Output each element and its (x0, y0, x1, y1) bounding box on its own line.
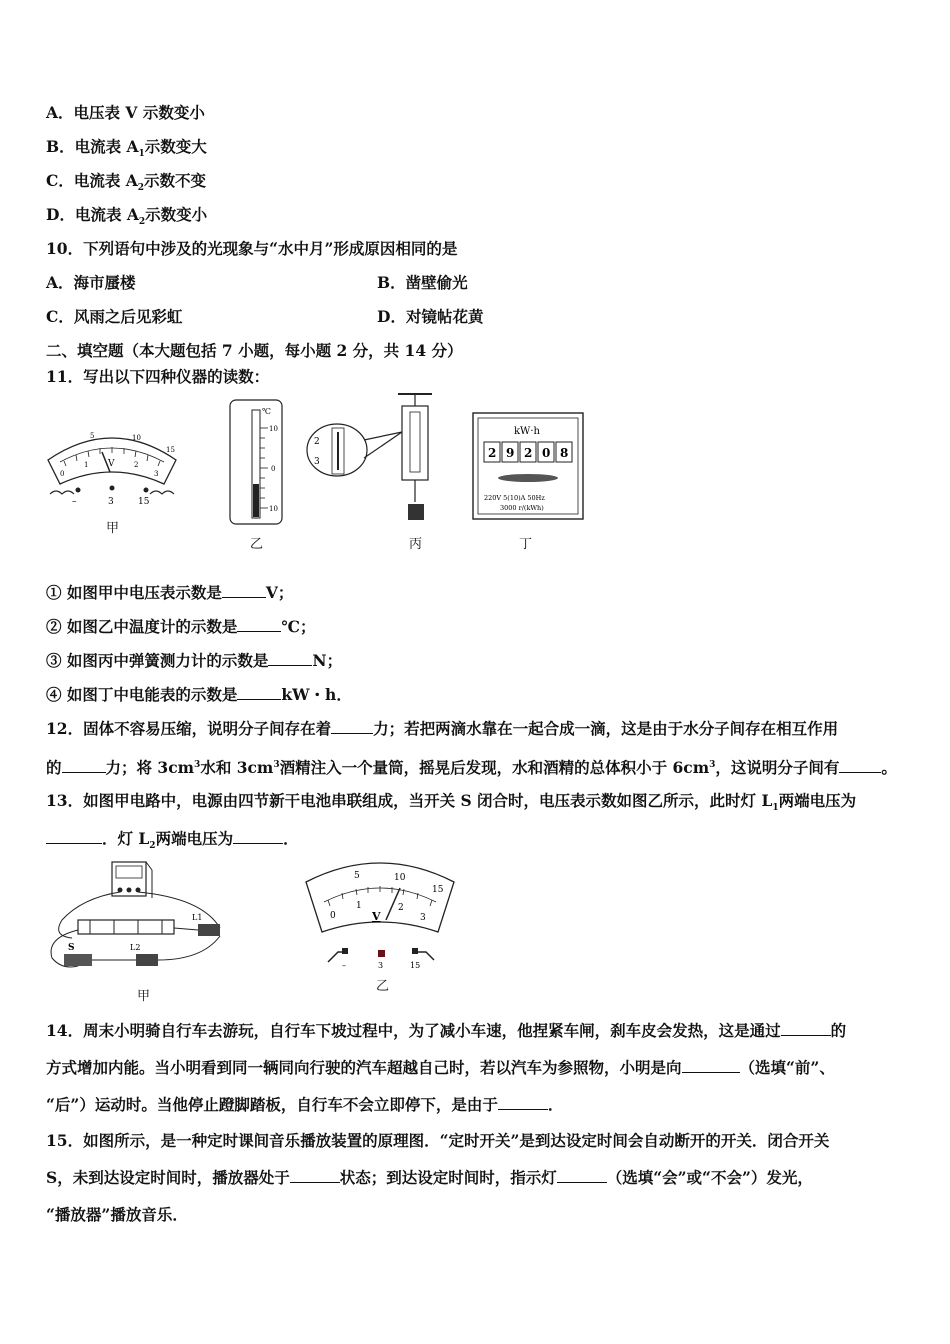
scale2-bottom-1: 1 (356, 901, 362, 911)
q11-item-3: ③ 如图丙中弹簧测力计的示数是 N； (46, 651, 343, 670)
scale-top-5: 5 (90, 432, 95, 440)
q14-line-1: 14．周末小明骑自行车去游玩，自行车下坡过程中，为了减小车速，他捏紧车闸，刹车皮会发热，这是通过 的 (46, 1021, 847, 1040)
terminal-15: 15 (138, 497, 150, 507)
caption-d: 丁 (519, 537, 533, 552)
voltmeter-figure-b (302, 858, 458, 974)
scale2-top-15: 15 (432, 885, 444, 895)
scale2-top-10: 10 (394, 873, 406, 883)
q13-line-2: ．灯 $L_2$两端电压为 ． (46, 829, 299, 856)
caption-13-a: 甲 (137, 989, 151, 1004)
meter-digit-5: 8 (560, 446, 569, 460)
label-L2: L2 (130, 943, 141, 952)
voltmeter-unit: V (108, 459, 115, 469)
voltmeter2-unit: V (372, 910, 381, 923)
scale2-bottom-0: 0 (330, 911, 336, 921)
thermometer-unit: ℃ (262, 407, 271, 416)
thermometer-mark-10-bottom: 10 (269, 505, 278, 513)
q11-item-1: ① 如图甲中电压表示数是 V； (46, 583, 294, 602)
q13-line-1: 13．如图甲电路中，电源由四节新干电池串联组成，当开关 S 闭合时，电压表示数如图乙所示，此时灯 $L_1$两端电压为 (46, 791, 857, 814)
terminal2-neg: – (342, 961, 346, 970)
spring-scale-figure (302, 392, 444, 530)
thermometer-figure (228, 398, 284, 526)
q14-line-3: “后”）运动时。当他停止蹬脚踏板，自行车不会立即停下，是由于 ． (46, 1095, 564, 1114)
q10-option-a: A．海市蜃楼 (46, 273, 136, 292)
voltmeter-figure-a (42, 420, 182, 512)
label-S: S (68, 943, 75, 953)
section-heading: 二、填空题（本大题包括 7 小题，每小题 2 分，共 14 分） (46, 341, 463, 360)
meter-digit-1: 2 (488, 446, 497, 460)
spring-mark-3: 3 (314, 457, 320, 467)
q14-line-2: 方式增加内能。当小明看到同一辆同向行驶的汽车超越自己时，若以汽车为参照物，小明是向 （选填“前”、 (46, 1058, 835, 1077)
scale-top-15: 15 (166, 446, 175, 454)
q12-line-2: 的 力；将 $3cm^3$水和 $3cm^3$酒精注入一个量筒，摇晃后发现，水和酒精的总体积小于 $6cm^3$，这说明分子间有 。 (46, 758, 897, 778)
terminal2-15: 15 (410, 961, 421, 970)
q9-option-c: C．电流表 $A_2$示数不变 (46, 171, 207, 194)
scale2-bottom-3: 3 (420, 913, 426, 923)
q11-item-2: ② 如图乙中温度计的示数是 ℃； (46, 617, 316, 636)
circuit-figure (42, 858, 238, 980)
caption-13-b: 乙 (376, 979, 390, 994)
q10-stem: 10．下列语句中涉及的光现象与“水中月”形成原因相同的是 (46, 239, 458, 258)
meter-digit-4: 0 (542, 446, 551, 460)
terminal-3: 3 (108, 497, 114, 507)
spring-mark-2: 2 (314, 437, 320, 447)
q15-line-1: 15．如图所示，是一种定时课间音乐播放装置的原理图．“定时开关”是到达设定时间会自动断开的开关．闭合开关 (46, 1131, 830, 1150)
meter-spec-2: 3000 r/(kWh) (500, 504, 544, 512)
q9-option-b: B．电流表 $A_1$示数变大 (46, 137, 207, 160)
scale-bottom-1: 1 (84, 461, 89, 469)
scale-bottom-3: 3 (154, 470, 159, 478)
thermometer-mark-0: 0 (271, 465, 276, 473)
meter-digit-3: 2 (524, 446, 533, 460)
meter-unit: kW·h (514, 426, 540, 437)
caption-b: 乙 (250, 537, 264, 552)
scale-bottom-0: 0 (60, 470, 65, 478)
terminal2-3: 3 (378, 961, 384, 970)
terminal-neg: – (72, 497, 77, 507)
q15-line-3: “播放器”播放音乐． (46, 1205, 188, 1224)
caption-a: 甲 (106, 521, 120, 536)
q11-item-4: ④ 如图丁中电能表的示数是 kW・h． (46, 685, 352, 704)
q10-option-c: C．风雨之后见彩虹 (46, 307, 183, 326)
q9-option-d: D．电流表 $A_2$示数变小 (46, 205, 208, 228)
scale2-top-5: 5 (354, 871, 360, 881)
q10-option-b: B．凿壁偷光 (377, 273, 468, 292)
q11-stem: 11．写出以下四种仪器的读数： (46, 367, 270, 386)
energy-meter-figure (472, 412, 584, 520)
meter-spec-1: 220V 5(10)A 50Hz (484, 494, 545, 502)
scale-top-10: 10 (132, 434, 141, 442)
q15-line-2: S，未到达设定时间时，播放器处于 状态；到达设定时间时，指示灯 （选填“会”或“不会”）发光， (46, 1168, 813, 1187)
thermometer-mark-10-top: 10 (269, 425, 278, 433)
scale2-bottom-2: 2 (398, 903, 404, 913)
q9-option-a: A．电压表 V 示数变小 (46, 103, 205, 122)
scale-bottom-2: 2 (134, 461, 139, 469)
label-L1: L1 (192, 913, 203, 922)
q12-line-1: 12．固体不容易压缩，说明分子间存在着 力；若把两滴水靠在一起合成一滴，这是由于水分子间存在相互作用 (46, 719, 839, 738)
q10-option-d: D．对镜帖花黄 (377, 307, 484, 326)
caption-c: 丙 (409, 537, 423, 552)
meter-digit-2: 9 (506, 446, 515, 460)
